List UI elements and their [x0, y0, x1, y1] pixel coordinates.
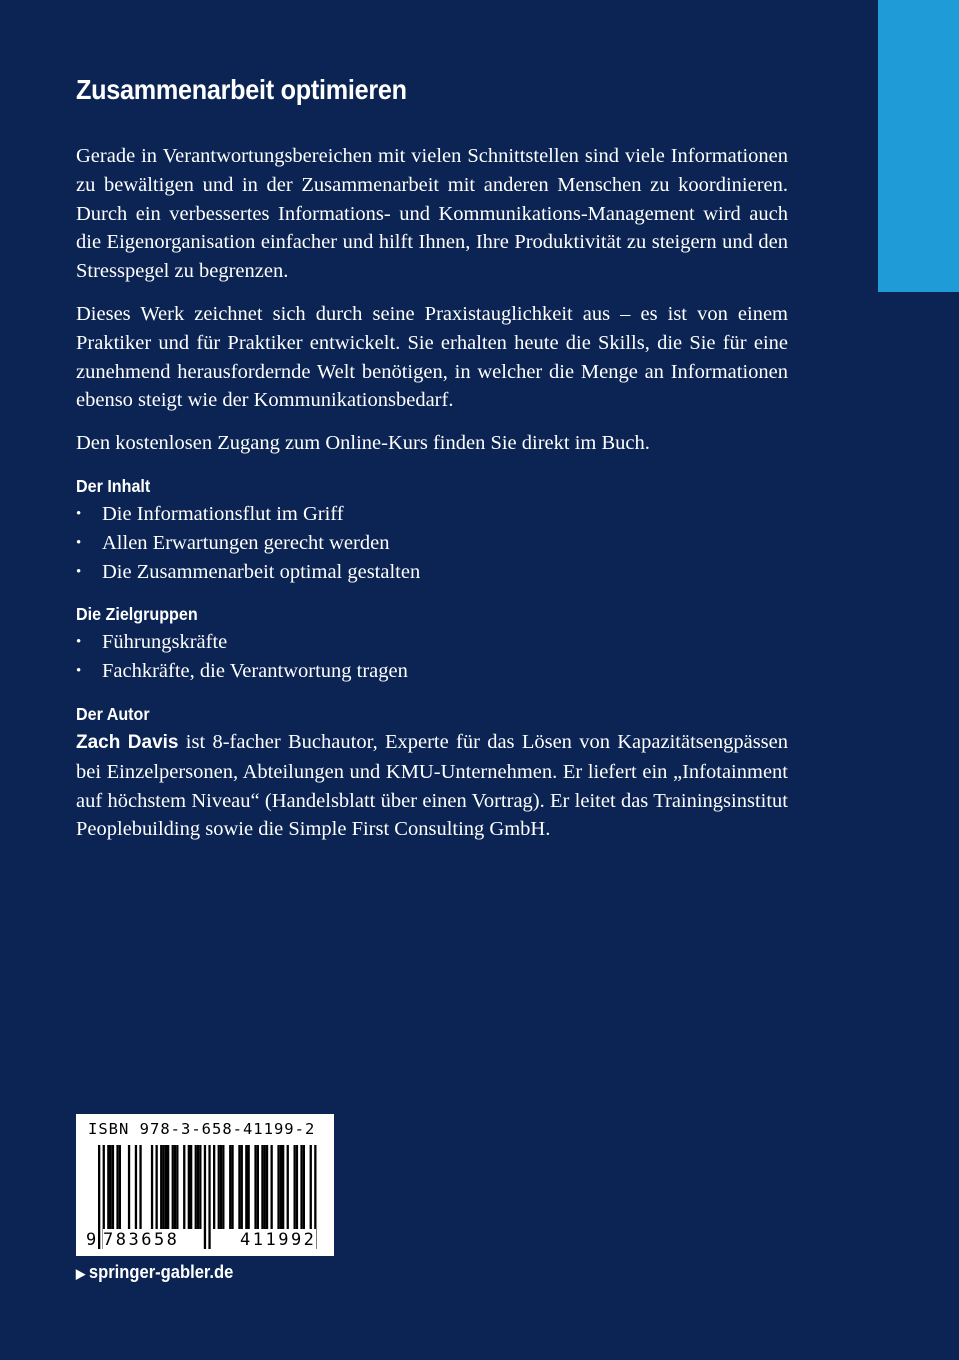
zielgruppen-list	[76, 628, 788, 686]
barcode-bar	[119, 1145, 121, 1229]
barcode-bar	[208, 1145, 210, 1249]
barcode-bar	[135, 1145, 137, 1229]
isbn-label: ISBN 978-3-658-41199-2	[88, 1120, 316, 1138]
barcode-bar	[222, 1145, 224, 1229]
back-cover-text	[76, 72, 788, 858]
barcode-bar	[264, 1145, 266, 1229]
barcode-bar	[190, 1145, 192, 1229]
isbn-barcode	[76, 1114, 334, 1256]
barcode-bar	[128, 1145, 130, 1229]
publisher-url: springer-gabler.de	[88, 1262, 234, 1282]
barcode-bar	[107, 1145, 109, 1229]
list-item: • Die Informationsflut im Griff	[76, 500, 788, 529]
list-item: • Fachkräfte, die Verantwortung tragen	[76, 657, 788, 686]
barcode-bar	[172, 1145, 174, 1229]
barcode-bar	[160, 1145, 162, 1229]
barcode-bar	[238, 1145, 240, 1229]
barcode-bar	[213, 1145, 215, 1229]
barcode-bar	[199, 1145, 201, 1229]
list-item: • Allen Erwartungen gerecht werden	[76, 529, 788, 558]
intro-paragraph: Gerade in Verantwortungsbereichen mit vielen Schnittstellen sind viele Informationen zu bewältigen und in der Zusammenarbeit mit anderen Menschen zu koordinieren. Durch ein verbessertes Informations- und Kommunikations-Management wird auch die Eigenorganisation einfacher und hilft Ihnen, Ihre Produktivität zu steigern und den Stresspegel zu begrenzen.	[76, 145, 788, 283]
barcode-bar	[156, 1145, 158, 1229]
online-course-paragraph: Den kostenlosen Zugang zum Online-Kurs finden Sie direkt im Buch.	[76, 432, 650, 455]
barcode-bar	[165, 1145, 167, 1229]
author-paragraph	[76, 728, 788, 844]
barcode-digit-group-1: 783658	[103, 1230, 180, 1250]
barcode-bar	[183, 1145, 185, 1229]
barcode-bar	[116, 1145, 118, 1229]
barcode-bar	[248, 1145, 250, 1229]
barcode-bar	[296, 1145, 298, 1229]
barcode-bar	[197, 1145, 199, 1229]
barcode-bar	[204, 1145, 206, 1249]
barcode-bar	[282, 1145, 284, 1229]
barcode-bar	[174, 1145, 176, 1229]
publisher-link[interactable]	[76, 1262, 233, 1283]
barcode-bar	[231, 1145, 233, 1229]
barcode-bar	[139, 1145, 141, 1229]
barcode-bar	[303, 1145, 305, 1229]
barcode-bar	[261, 1145, 263, 1229]
barcode-bar	[241, 1145, 243, 1229]
barcode-bar	[110, 1145, 112, 1229]
barcode-bar	[112, 1145, 114, 1229]
barcode-bar	[245, 1145, 247, 1229]
inhalt-list	[76, 500, 788, 586]
barcode-bar	[266, 1145, 268, 1229]
barcode-bar	[195, 1145, 197, 1229]
barcode-bar	[167, 1145, 169, 1229]
barcode-bar	[300, 1145, 302, 1229]
barcode-digit-lead: 9	[86, 1230, 97, 1250]
author-bio: ist 8-facher Buchautor, Experte für das Lösen von Kapazitätsengpässen bei Einzelpersonen, Abteilungen und KMU-Unternehmen. Er liefert ein „Infotainment auf höchstem Niveau“ (Handelsblatt über einen Vortrag). Er leitet das Trainingsinstitut Peoplebuilding sowie die Simple First Consulting GmbH.	[76, 730, 789, 841]
section-heading-inhalt: Der Inhalt	[76, 475, 151, 496]
barcode-bar	[229, 1145, 231, 1229]
arrow-icon: ▶	[76, 1266, 86, 1281]
list-item: • Die Zusammenarbeit optimal gestalten	[76, 558, 788, 587]
barcode-bar	[287, 1145, 289, 1229]
section-heading-autor: Der Autor	[76, 703, 150, 724]
barcode-bar	[277, 1145, 279, 1229]
barcode-bar	[188, 1145, 190, 1229]
barcode-bar	[294, 1145, 296, 1229]
barcode-bar	[254, 1145, 256, 1229]
barcode-bar	[218, 1145, 220, 1229]
barcode-bar	[271, 1145, 273, 1229]
section-heading-zielgruppen: Die Zielgruppen	[76, 604, 198, 625]
barcode-bar	[220, 1145, 222, 1229]
barcode-bar	[257, 1145, 259, 1229]
accent-strip	[878, 0, 959, 292]
barcode-bar	[151, 1145, 153, 1229]
barcode-bar	[176, 1145, 178, 1229]
list-item: • Führungskräfte	[76, 628, 788, 657]
barcode-bar	[98, 1145, 100, 1249]
practice-paragraph: Dieses Werk zeichnet sich durch seine Praxistauglichkeit aus – es ist von einem Praktiker und für Praktiker entwickelt. Sie erhalten heute die Skills, die Sie für eine zunehmend herausfordernde Welt benötigen, in welcher die Menge an Informationen ebenso steigt wie der Kommunikationsbedarf.	[76, 302, 788, 412]
barcode-digit-group-2: 411992	[240, 1230, 317, 1250]
page-title: Zusammenarbeit optimieren	[76, 74, 407, 105]
barcode-bar	[280, 1145, 282, 1229]
author-name: Zach Davis	[76, 731, 179, 753]
barcode-bar	[162, 1145, 164, 1229]
